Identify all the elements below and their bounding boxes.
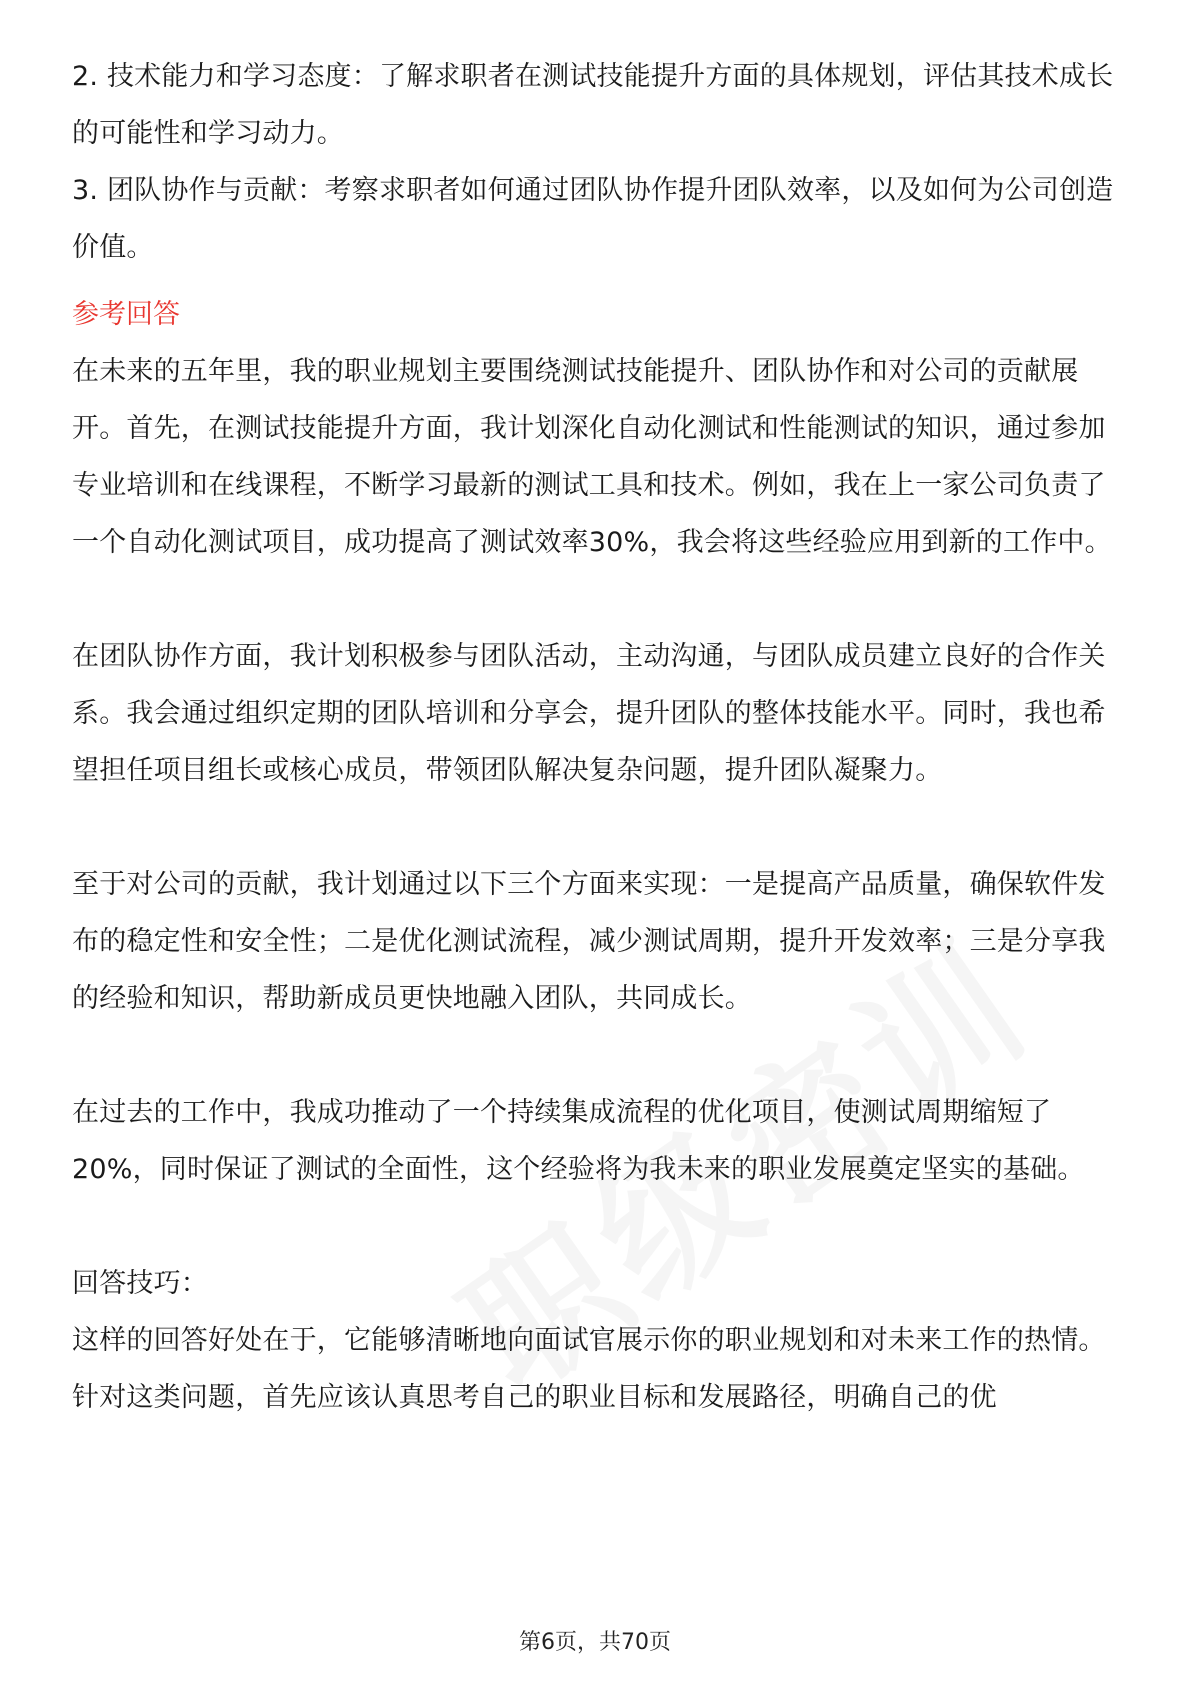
intro-item-2: 2. 技术能力和学习态度：了解求职者在测试技能提升方面的具体规划，评估其技术成长的可能性和学习动力。 [72, 61, 1114, 149]
answer-paragraph-2: 在团队协作方面，我计划积极参与团队活动，主动沟通，与团队成员建立良好的合作关系。我会通过组织定期的团队培训和分享会，提升团队的整体技能水平。同时，我也希望担任项目组长或核心成员，带领团队解决复杂问题，提升团队凝聚力。 [72, 641, 1106, 786]
answer-paragraph-3: 至于对公司的贡献，我计划通过以下三个方面来实现：一是提高产品质量，确保软件发布的稳定性和安全性；二是优化测试流程，减少测试周期，提升开发效率；三是分享我的经验和知识，帮助新成员更快地融入团队，共同成长。 [72, 869, 1106, 1014]
answer-paragraph-4: 在过去的工作中，我成功推动了一个持续集成流程的优化项目，使测试周期缩短了20%，同时保证了测试的全面性，这个经验将为我未来的职业发展奠定坚实的基础。 [72, 1097, 1085, 1185]
tips-paragraph: 这样的回答好处在于，它能够清晰地向面试官展示你的职业规划和对未来工作的热情。针对这类问题，首先应该认真思考自己的职业目标和发展路径，明确自己的优 [72, 1325, 1106, 1413]
page-number: 第6页，共70页 [519, 1630, 671, 1655]
reference-answer-heading: 参考回答 [72, 299, 180, 330]
answer-paragraph-1: 在未来的五年里，我的职业规划主要围绕测试技能提升、团队协作和对公司的贡献展开。首先，在测试技能提升方面，我计划深化自动化测试和性能测试的知识，通过参加专业培训和在线课程，不断学习最新的测试工具和技术。例如，我在上一家公司负责了一个自动化测试项目，成功提高了测试效率30%，我会将这些经验应用到新的工作中。 [72, 356, 1112, 558]
intro-item-3: 3. 团队协作与贡献：考察求职者如何通过团队协作提升团队效率，以及如何为公司创造价值。 [72, 175, 1114, 263]
tips-heading: 回答技巧： [72, 1268, 208, 1299]
document-body [72, 48, 1118, 1426]
